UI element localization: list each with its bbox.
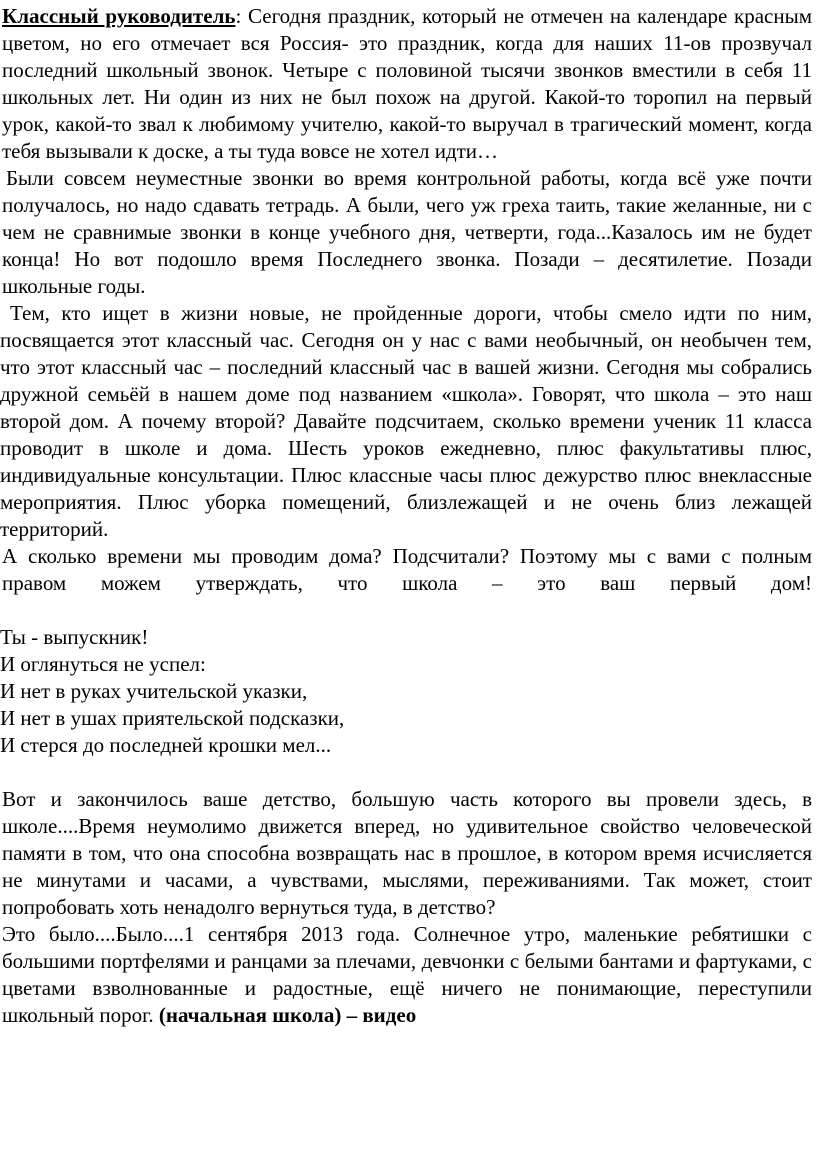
class-hour-paragraph: Тем, кто ищет в жизни новые, не пройденные дороги, чтобы смело идти по ним, посвящается этот классный час. Сегодня он у нас с вами необычный, он необычен тем, что этот классный час – последний классный час в вашей жизни. Сегодня мы собрались дружной семьёй в нашем доме под названием «школа». Говорят, что школа – это наш второй дом. А почему второй? Давайте подсчитаем, сколько времени ученик 11 класса проводит в школе и дома. Шесть уроков ежедневно, плюс факультативы плюс, индивидуальные консультации. Плюс классные часы плюс дежурство плюс внеклассные мероприятия. Плюс уборка помещений, близлежащей и не очень близ лежащей территорий. [0,301,812,541]
video-cue: (начальная школа) – видео [158,1003,417,1027]
first-september-text: Это было....Было....1 сентября 2013 года. Солнечное утро, маленькие ребятишки с большими портфелями и ранцами за плечами, девчонки с белыми бантами и фартуками, с цветами взволнованные и радостные, ещё ничего не понимающие, переступили школьный порог. [2,922,812,1027]
spacer [0,759,812,786]
poem-line: И нет в руках учительской указки, [0,679,308,703]
childhood-paragraph: Вот и закончилось ваше детство, большую часть которого вы провели здесь, в школе....Время неумолимо движется вперед, но удивительное свойство человеческой памяти в том, что она способна возвращать нас в прошлое, в котором время исчисляется не минутами и часами, а чувствами, мыслями, переживаниями. Так может, стоит попробовать хоть ненадолго вернуться туда, в детство? [2,787,812,919]
poem [0,624,812,759]
speaker-colon: : [235,4,242,28]
poem-line: Ты - выпускник! [0,625,149,649]
home-paragraph: А сколько времени мы проводим дома? Подсчитали? Поэтому мы с вами с полным правом можем утверждать, что школа – это ваш первый дом! [2,544,812,595]
spacer [0,597,812,624]
speaker-label: Классный руководитель [2,4,236,28]
intro-text: Сегодня праздник, который не отмечен на календаре красным цветом, но его отмечает вся Россия- это праздник, когда для наших 11-ов прозвучал последний школьный звонок. Четыре с половиной тысячи звонков вместили в себя 11 школьных лет. Ни один из них не был похож на другой. Какой-то торопил на первый урок, какой-то звал к любимому учителю, какой-то выручал в трагический момент, когда тебя вызывали к доске, а ты туда вовсе не хотел идти… [2,4,812,163]
bells-paragraph: Были совсем неуместные звонки во время контрольной работы, когда всё уже почти получалось, но надо сдавать тетрадь. А были, чего уж греха таить, такие желанные, ни с чем не сравнимые звонки в конце учебного дня, четверти, года...Казалось им не будет конца! Но вот подошло время Последнего звонка. Позади – десятилетие. Позади школьные годы. [2,166,812,298]
poem-line: И нет в ушах приятельской подсказки, [0,706,345,730]
intro-paragraph [0,3,812,165]
poem-line: И оглянуться не успел: [0,652,206,676]
first-september-paragraph [0,921,812,1029]
poem-line: И стерся до последней крошки мел... [0,733,332,757]
document-page [0,3,812,1029]
